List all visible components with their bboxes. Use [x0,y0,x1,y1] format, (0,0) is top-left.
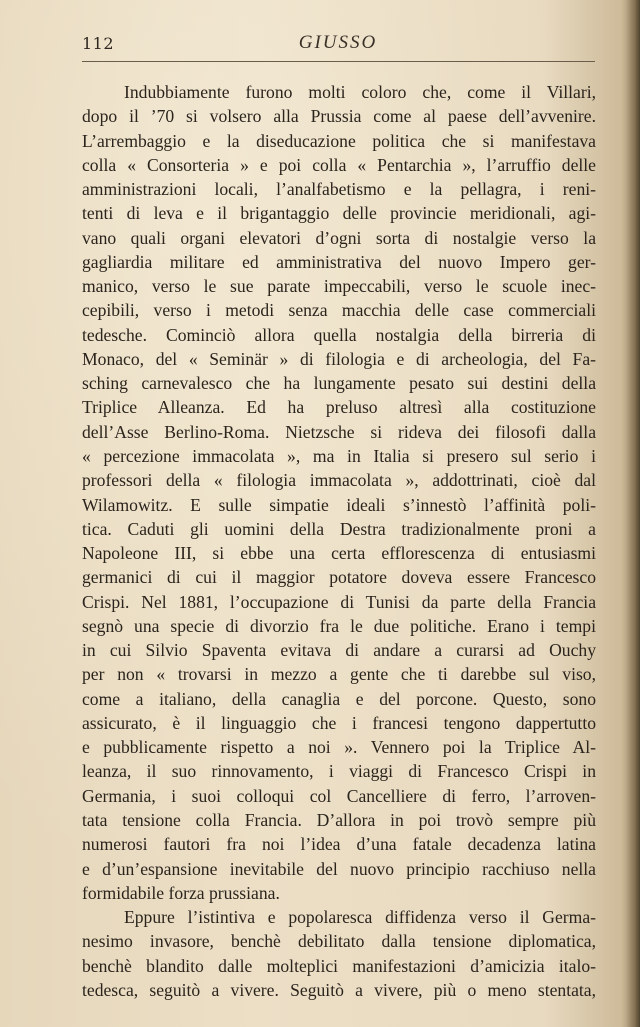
body-text [82,80,596,1002]
text-line: in cui Silvio Spaventa evitava di andare a curarsi ad Ouchy [82,640,596,661]
text-line: nesimo invasore, benchè debilitato dalla tensione diplomatica, [82,931,596,952]
text-line: numerosi fautori fra noi l’idea d’una fatale decadenza latina [82,834,596,855]
text-line: Indubbiamente furono molti coloro che, come il Villari, [124,82,596,102]
text-line: L’arrembaggio e la diseducazione politica che si manifestava [82,130,596,151]
text-line: amministrazioni locali, l’analfabetismo e la pellagra, i reni- [82,179,596,200]
text-line: e d’un’espansione inevitabile del nuovo principio racchiuso nella [82,858,596,879]
text-line: « percezione immacolata », ma in Italia si presero sul serio i [82,445,596,466]
text-line: benchè blandito dalle molteplici manifestazioni d’amicizia italo- [82,955,596,976]
text-line: per non « trovarsi in mezzo a gente che ti darebbe sul viso, [82,664,596,685]
text-line: Wilamowitz. E sulle simpatie ideali s’innestò l’affinità poli- [82,494,596,515]
running-head: GIUSSO [298,32,378,53]
text-line: leanza, il suo rinnovamento, i viaggi di Francesco Crispi in [82,761,596,782]
text-line: Monaco, del « Seminär » di filologia e di archeologia, del Fa- [82,348,596,369]
text-line: gagliardia militare ed amministrativa del nuovo Impero ger- [82,251,596,272]
text-line: professori della « filologia immacolata », addottrinati, cioè dal [82,470,596,491]
page-edge-shadow [626,0,640,1027]
text-line: tedesca, seguitò a vivere. Seguitò a vivere, più o meno stentata, [82,979,596,1000]
text-line: segnò una specie di divorzio fra le due politiche. Erano i tempi [82,615,596,636]
text-line: Crispi. Nel 1881, l’occupazione di Tunisi da parte della Francia [82,591,596,612]
text-line: formidabile forza prussiana. [82,882,280,903]
header-rule [82,61,595,62]
text-line: tica. Caduti gli uomini della Destra tradizionalmente proni a [82,518,596,539]
text-line: Napoleone III, si ebbe una certa efflorescenza di entusiasmi [82,543,596,564]
text-line: dopo il ’70 si volsero alla Prussia come al paese dell’avvenire. [82,106,596,127]
text-line: sching carnevalesco che ha lungamente pesato sui destini della [82,373,596,394]
page-header [82,30,594,56]
text-line: tenti di leva e il brigantaggio delle provincie meridionali, agi- [82,203,596,224]
text-line: e pubblicamente rispetto a noi ». Vennero poi la Triplice Al- [82,737,596,758]
page-number: 112 [82,34,115,53]
text-line: colla « Consorteria » e poi colla « Pentarchia », l’arruffio delle [82,154,596,175]
text-line: assicurato, è il linguaggio che i francesi tengono dappertutto [82,712,596,733]
text-line: dell’Asse Berlino-Roma. Nietzsche si rideva dei filosofi dalla [82,421,596,442]
text-line: tata tensione colla Francia. D’allora in poi trovò sempre più [82,809,596,830]
text-line: vano quali organi elevatori d’ogni sorta di nostalgie verso la [82,227,596,248]
text-line: tedesche. Cominciò allora quella nostalgia della birreria di [82,324,596,345]
text-line: Germania, i suoi colloqui col Cancelliere di ferro, l’arroven- [82,785,596,806]
text-line: manico, verso le sue parate impeccabili, verso le scuole inec- [82,276,596,297]
text-line: cepibili, verso i metodi senza macchia delle case commerciali [82,300,596,321]
text-line: Eppure l’istintiva e popolaresca diffidenza verso il Germa- [124,907,596,928]
text-line: come a italiano, della canaglia e del porcone. Questo, sono [82,688,596,709]
text-line: Triplice Alleanza. Ed ha preluso altresì alla costituzione [82,397,596,418]
text-line: germanici di cui il maggior potatore doveva essere Francesco [82,567,596,588]
